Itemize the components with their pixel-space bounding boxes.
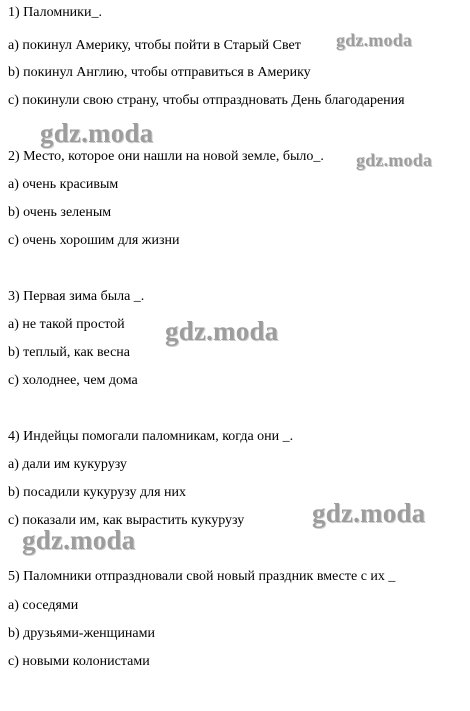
q4-option-b: b) посадили кукурузу для них xyxy=(8,485,186,500)
watermark-logo: gdz.moda xyxy=(165,316,279,346)
watermark-logo: gdz.moda xyxy=(356,150,433,170)
question-4: 4) Индейцы помогали паломникам, когда они _. xyxy=(8,429,294,444)
q1-option-c: c) покинули свою страну, чтобы отпраздновать День благодарения xyxy=(8,93,405,108)
q4-option-a: a) дали им кукурузу xyxy=(8,457,127,472)
q4-option-c: c) показали им, как вырастить кукурузу xyxy=(8,513,245,528)
q2-option-a: a) очень красивым xyxy=(8,177,119,192)
q5-option-b: b) друзьями-женщинами xyxy=(8,626,155,641)
q5-option-c: c) новыми колонистами xyxy=(8,654,150,669)
q5-option-a: a) соседями xyxy=(8,598,79,613)
q3-option-b: b) теплый, как весна xyxy=(8,345,130,360)
q2-option-b: b) очень зеленым xyxy=(8,205,112,220)
q1-option-a: a) покинул Америку, чтобы пойти в Старый Свет xyxy=(8,38,301,53)
watermark-logo: gdz.moda xyxy=(40,118,154,148)
question-2: 2) Место, которое они нашли на новой земле, было_. xyxy=(8,149,324,164)
watermark-logo: gdz.moda xyxy=(336,30,413,50)
watermark-logo: gdz.moda xyxy=(312,498,426,528)
question-5: 5) Паломники отпраздновали свой новый праздник вместе с их _ xyxy=(8,569,396,584)
question-1: 1) Паломники_. xyxy=(8,5,102,20)
watermark-logo: gdz.moda xyxy=(22,525,136,555)
question-3: 3) Первая зима была _. xyxy=(8,289,145,304)
q2-option-c: c) очень хорошим для жизни xyxy=(8,233,180,248)
q3-option-c: c) холоднее, чем дома xyxy=(8,373,138,388)
q3-option-a: a) не такой простой xyxy=(8,317,125,332)
q1-option-b: b) покинул Англию, чтобы отправиться в Америку xyxy=(8,65,311,80)
